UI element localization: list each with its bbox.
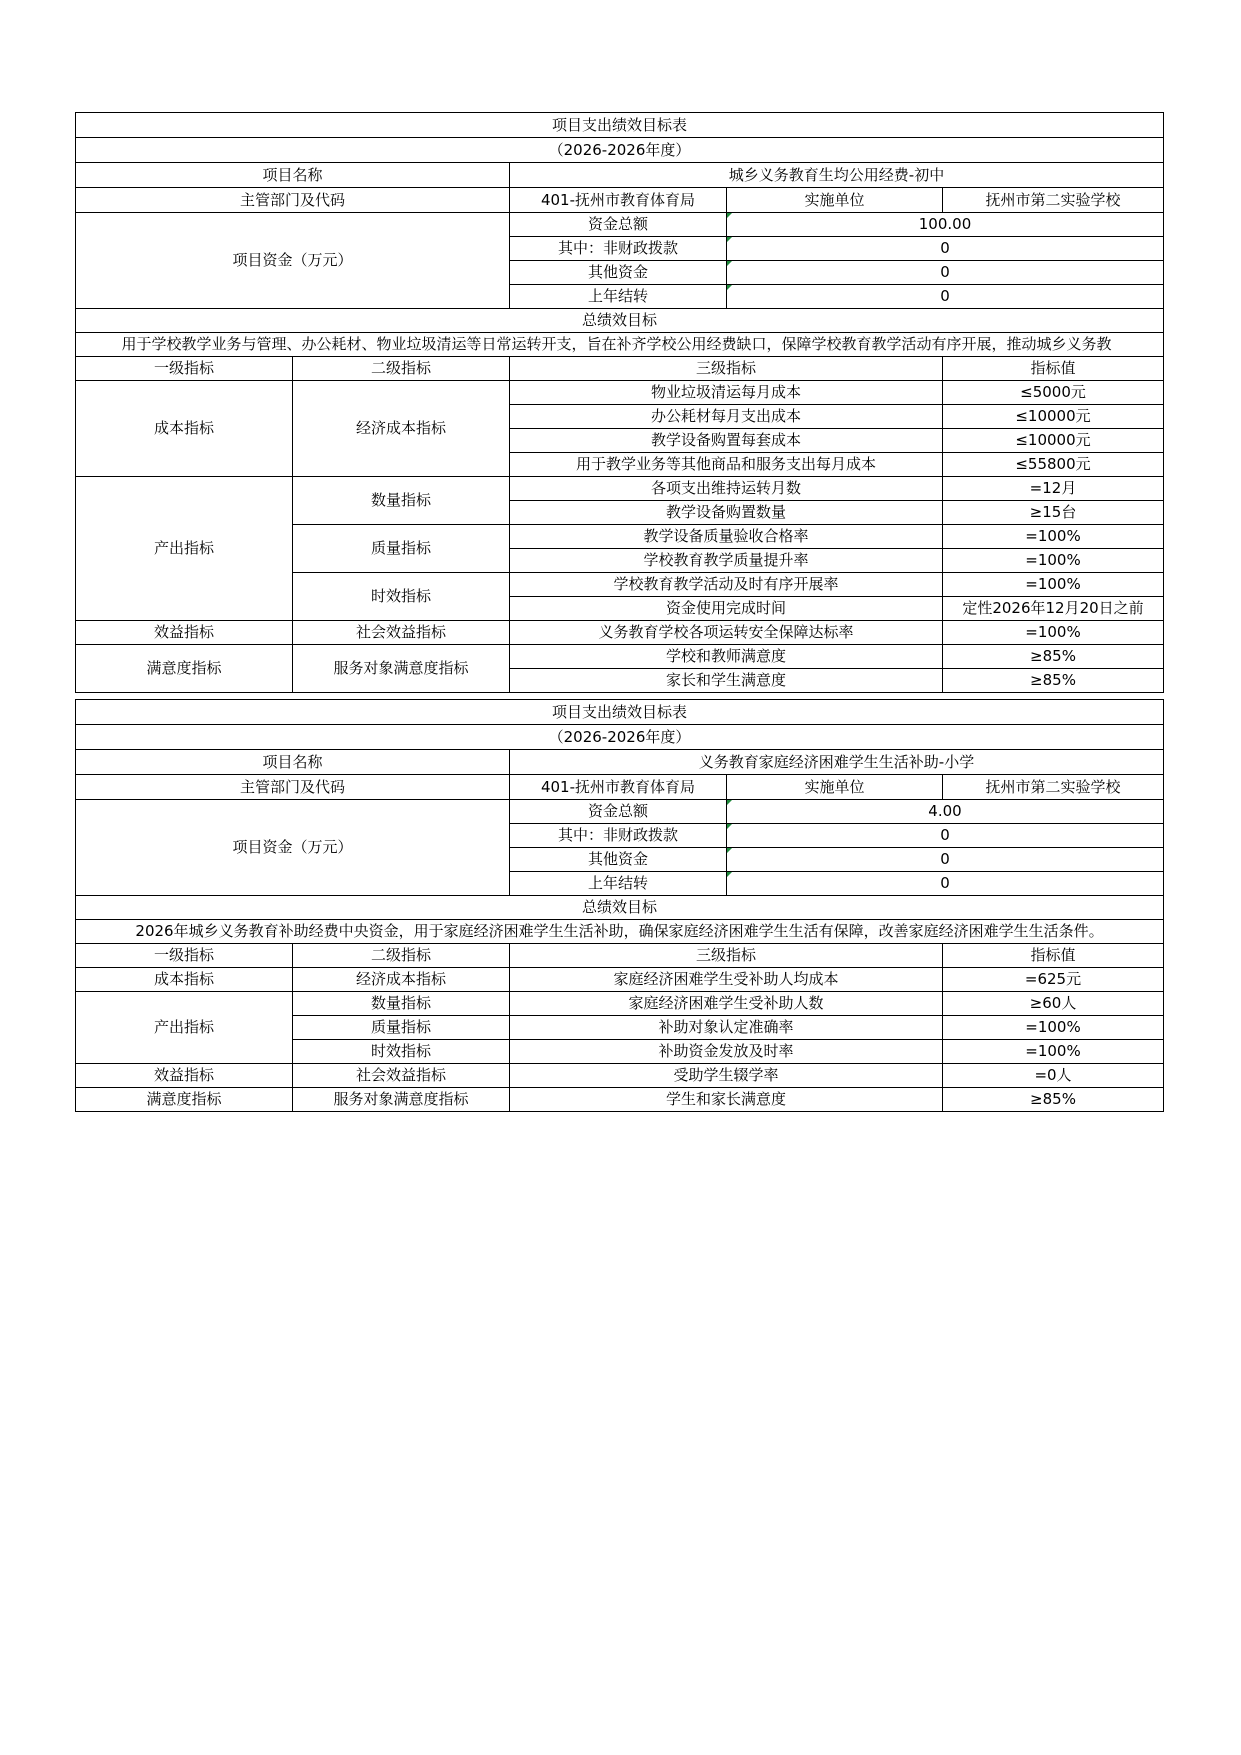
level3-cell: 家庭经济困难学生受补助人数: [510, 992, 943, 1016]
indicator-value: =0人: [943, 1064, 1164, 1088]
table-title: 项目支出绩效目标表: [76, 113, 1164, 138]
level3-cell: 用于教学业务等其他商品和服务支出每月成本: [510, 453, 943, 477]
indicator-value: =100%: [943, 573, 1164, 597]
level3-cell: 教学设备质量验收合格率: [510, 525, 943, 549]
unit-value: 抚州市第二实验学校: [943, 775, 1164, 800]
indicator-value: =100%: [943, 525, 1164, 549]
level2-cell: 质量指标: [293, 1016, 510, 1040]
level2-cell: 数量指标: [293, 992, 510, 1016]
level3-cell: 义务教育学校各项运转安全保障达标率: [510, 621, 943, 645]
indicator-value: ≥85%: [943, 645, 1164, 669]
indicator-value: ≤55800元: [943, 453, 1164, 477]
level3-cell: 受助学生辍学率: [510, 1064, 943, 1088]
fund-other-value: 0: [727, 848, 1164, 872]
level2-cell: 时效指标: [293, 573, 510, 621]
fund-other-label: 其他资金: [510, 261, 727, 285]
indicator-value: ≥85%: [943, 1088, 1164, 1112]
level1-cell: 产出指标: [76, 992, 293, 1064]
level2-cell: 经济成本指标: [293, 381, 510, 477]
unit-label: 实施单位: [727, 188, 943, 213]
fund-carryover-value: 0: [727, 872, 1164, 896]
goal-label: 总绩效目标: [76, 896, 1164, 920]
indicator-value: ≤5000元: [943, 381, 1164, 405]
level3-cell: 物业垃圾清运每月成本: [510, 381, 943, 405]
goal-text: 2026年城乡义务教育补助经费中央资金，用于家庭经济困难学生生活补助，确保家庭经济困难学生生活有保障，改善家庭经济困难学生生活条件。: [76, 920, 1164, 944]
level3-cell: 资金使用完成时间: [510, 597, 943, 621]
level1-cell: 效益指标: [76, 621, 293, 645]
level1-cell: 效益指标: [76, 1064, 293, 1088]
level2-cell: 经济成本指标: [293, 968, 510, 992]
fund-carryover-value: 0: [727, 285, 1164, 309]
level3-cell: 补助对象认定准确率: [510, 1016, 943, 1040]
level2-cell: 服务对象满意度指标: [293, 645, 510, 693]
header-level3: 三级指标: [510, 357, 943, 381]
indicator-value: =625元: [943, 968, 1164, 992]
level3-cell: 家长和学生满意度: [510, 669, 943, 693]
header-level3: 三级指标: [510, 944, 943, 968]
project-name-value: 义务教育家庭经济困难学生生活补助-小学: [510, 750, 1164, 775]
header-level1: 一级指标: [76, 944, 293, 968]
level1-cell: 满意度指标: [76, 645, 293, 693]
fund-carryover-label: 上年结转: [510, 285, 727, 309]
indicator-value: =100%: [943, 1016, 1164, 1040]
indicator-value: 定性2026年12月20日之前: [943, 597, 1164, 621]
project-name-value: 城乡义务教育生均公用经费-初中: [510, 163, 1164, 188]
table-year: （2026-2026年度）: [76, 725, 1164, 750]
unit-label: 实施单位: [727, 775, 943, 800]
goal-text: 用于学校教学业务与管理、办公耗材、物业垃圾清运等日常运转开支，旨在补齐学校公用经费缺口，保障学校教育教学活动有序开展，推动城乡义务教: [76, 333, 1164, 357]
fund-carryover-label: 上年结转: [510, 872, 727, 896]
level2-cell: 社会效益指标: [293, 621, 510, 645]
fund-nonfiscal-value: 0: [727, 824, 1164, 848]
level1-cell: 产出指标: [76, 477, 293, 621]
fund-nonfiscal-value: 0: [727, 237, 1164, 261]
header-value: 指标值: [943, 357, 1164, 381]
indicator-value: =100%: [943, 549, 1164, 573]
goal-label: 总绩效目标: [76, 309, 1164, 333]
performance-table-1: [75, 112, 1164, 693]
fund-nonfiscal-label: 其中：非财政拨款: [510, 824, 727, 848]
indicator-value: ≤10000元: [943, 405, 1164, 429]
performance-table-2: [75, 699, 1164, 1112]
level2-cell: 质量指标: [293, 525, 510, 573]
indicator-value: =100%: [943, 1040, 1164, 1064]
fund-other-label: 其他资金: [510, 848, 727, 872]
dept-label: 主管部门及代码: [76, 188, 510, 213]
header-level2: 二级指标: [293, 357, 510, 381]
table-title: 项目支出绩效目标表: [76, 700, 1164, 725]
table-year: （2026-2026年度）: [76, 138, 1164, 163]
fund-total-label: 资金总额: [510, 213, 727, 237]
level3-cell: 教学设备购置数量: [510, 501, 943, 525]
fund-nonfiscal-label: 其中：非财政拨款: [510, 237, 727, 261]
level3-cell: 学校和教师满意度: [510, 645, 943, 669]
level1-cell: 成本指标: [76, 381, 293, 477]
level2-cell: 时效指标: [293, 1040, 510, 1064]
level3-cell: 家庭经济困难学生受补助人均成本: [510, 968, 943, 992]
fund-other-value: 0: [727, 261, 1164, 285]
dept-label: 主管部门及代码: [76, 775, 510, 800]
level3-cell: 学生和家长满意度: [510, 1088, 943, 1112]
fund-total-value: 4.00: [727, 800, 1164, 824]
indicator-value: =12月: [943, 477, 1164, 501]
level3-cell: 学校教育教学活动及时有序开展率: [510, 573, 943, 597]
level1-cell: 成本指标: [76, 968, 293, 992]
level3-cell: 各项支出维持运转月数: [510, 477, 943, 501]
level3-cell: 补助资金发放及时率: [510, 1040, 943, 1064]
indicator-value: ≥85%: [943, 669, 1164, 693]
level3-cell: 教学设备购置每套成本: [510, 429, 943, 453]
header-level1: 一级指标: [76, 357, 293, 381]
level1-cell: 满意度指标: [76, 1088, 293, 1112]
unit-value: 抚州市第二实验学校: [943, 188, 1164, 213]
header-level2: 二级指标: [293, 944, 510, 968]
level3-cell: 学校教育教学质量提升率: [510, 549, 943, 573]
level3-cell: 办公耗材每月支出成本: [510, 405, 943, 429]
indicator-value: ≥60人: [943, 992, 1164, 1016]
project-name-label: 项目名称: [76, 163, 510, 188]
funds-label: 项目资金（万元）: [76, 213, 510, 309]
level2-cell: 数量指标: [293, 477, 510, 525]
fund-total-value: 100.00: [727, 213, 1164, 237]
fund-total-label: 资金总额: [510, 800, 727, 824]
project-name-label: 项目名称: [76, 750, 510, 775]
indicator-value: =100%: [943, 621, 1164, 645]
funds-label: 项目资金（万元）: [76, 800, 510, 896]
level2-cell: 服务对象满意度指标: [293, 1088, 510, 1112]
header-value: 指标值: [943, 944, 1164, 968]
dept-value: 401-抚州市教育体育局: [510, 188, 727, 213]
indicator-value: ≤10000元: [943, 429, 1164, 453]
indicator-value: ≥15台: [943, 501, 1164, 525]
level2-cell: 社会效益指标: [293, 1064, 510, 1088]
dept-value: 401-抚州市教育体育局: [510, 775, 727, 800]
